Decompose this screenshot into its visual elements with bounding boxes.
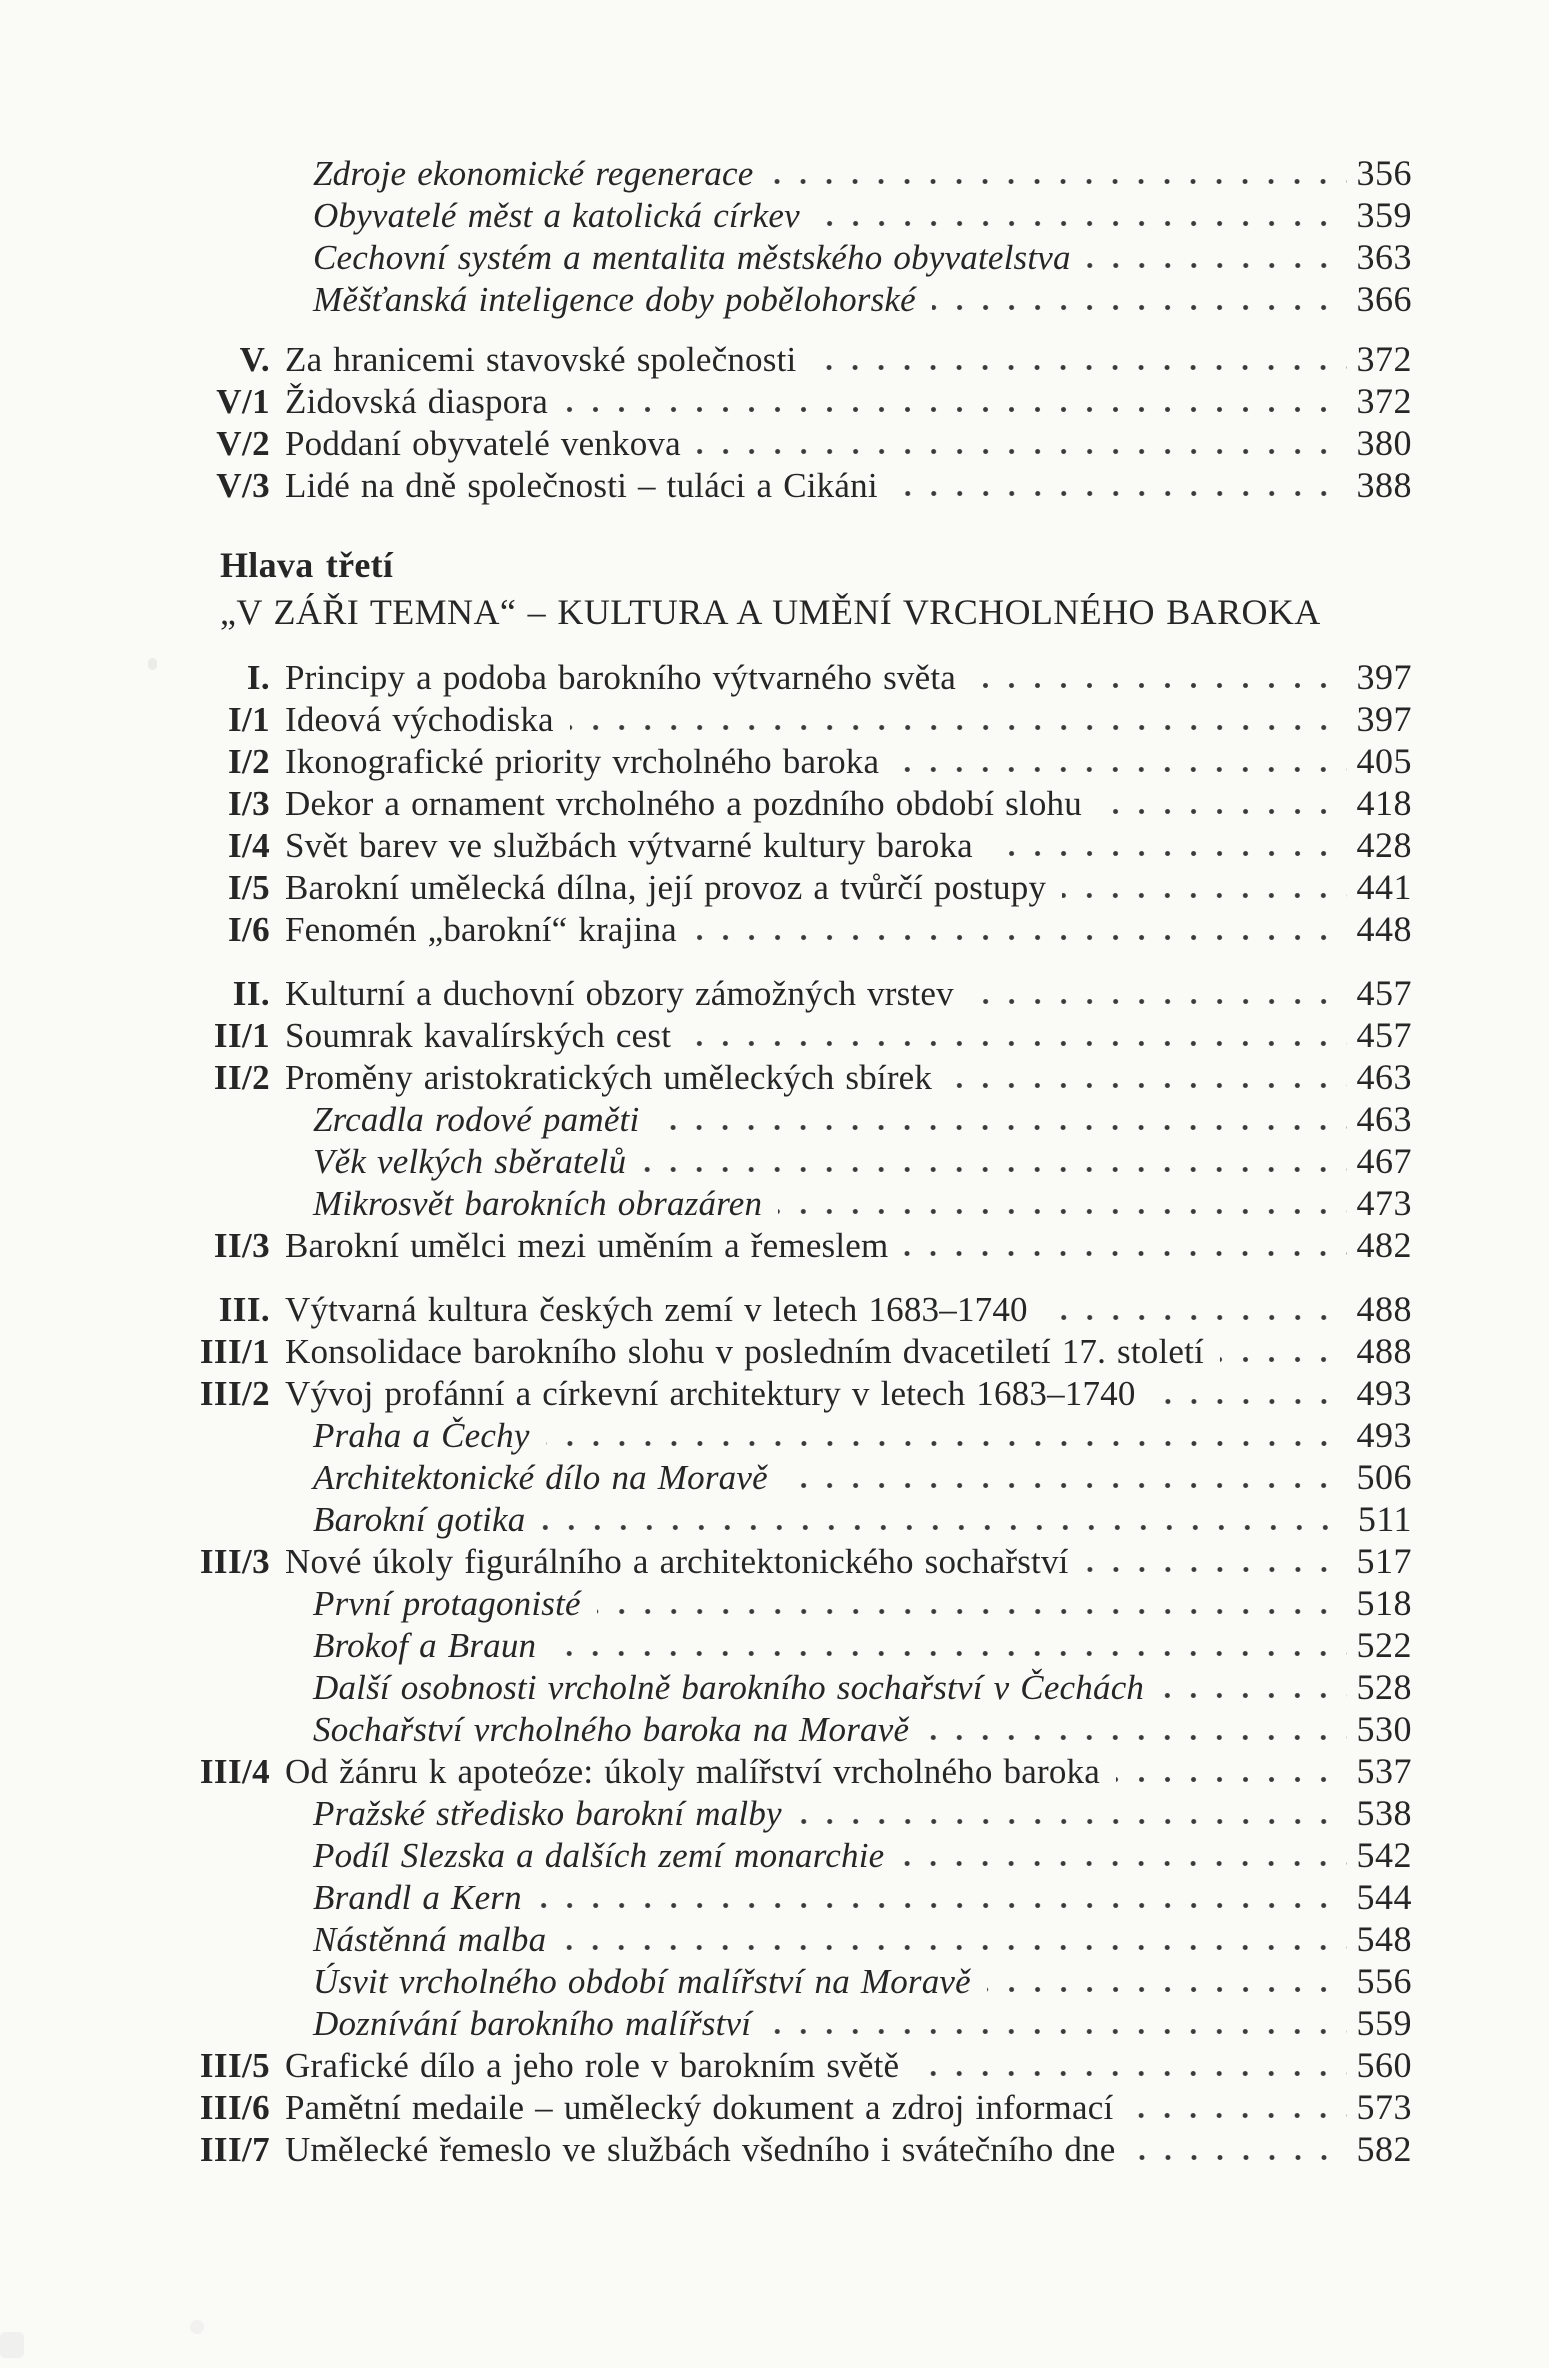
entry-label: III/1: [199, 1332, 270, 1371]
toc-entry: [0, 908, 1412, 950]
toc-entry: [0, 1140, 1412, 1182]
toc-entry: [0, 2002, 1412, 2044]
entry-title: Nástěnná malba: [313, 1920, 547, 1959]
toc-entry: [0, 1582, 1412, 1624]
toc-entry: [0, 2086, 1412, 2128]
entry-title: Obyvatelé měst a katolická církev: [313, 196, 800, 235]
entry-label: III/3: [199, 1542, 270, 1581]
toc-entry: [0, 152, 1412, 194]
entry-page-number: 488: [1356, 1331, 1412, 1371]
entry-title: Proměny aristokratických uměleckých sbírek: [285, 1058, 933, 1097]
dot-leader: [798, 1818, 1347, 1825]
toc-entry: [0, 1918, 1412, 1960]
entry-title: Nové úkoly figurálního a architektonického sochařství: [285, 1542, 1069, 1581]
toc-entry: [0, 1414, 1412, 1456]
toc-entry: [0, 1498, 1412, 1540]
entry-label: III/5: [199, 2046, 270, 2085]
entry-label: III/6: [199, 2088, 270, 2127]
entry-title: Židovská diaspora: [285, 382, 548, 421]
entry-title: Zdroje ekonomické regenerace: [313, 154, 754, 193]
entry-page-number: 493: [1356, 1415, 1412, 1455]
entry-page-number: 457: [1356, 1015, 1412, 1055]
entry-title: Svět barev ve službách výtvarné kultury baroka: [285, 826, 973, 865]
dot-leader: [932, 304, 1347, 311]
entry-label: I/5: [227, 868, 270, 907]
entry-page-number: 522: [1356, 1625, 1412, 1665]
dot-leader: [687, 1040, 1346, 1047]
dot-leader: [769, 178, 1346, 185]
entry-label: I/6: [227, 910, 270, 949]
entry-page-number: 537: [1356, 1751, 1412, 1791]
toc-entry: [0, 1834, 1412, 1876]
toc-entry: [0, 422, 1412, 464]
entry-page-number: 506: [1356, 1457, 1412, 1497]
dot-leader: [1132, 2154, 1347, 2161]
toc-entry: [0, 740, 1412, 782]
entry-label: III/2: [199, 1374, 270, 1413]
entry-title: Dekor a ornament vrcholného a pozdního období slohu: [285, 784, 1082, 823]
dot-leader: [697, 448, 1347, 455]
dot-leader: [948, 1082, 1346, 1089]
entry-page-number: 418: [1356, 783, 1412, 823]
entry-page-number: 548: [1356, 1919, 1412, 1959]
entry-page-number: 397: [1356, 699, 1412, 739]
dot-leader: [1098, 808, 1347, 815]
entry-title: Grafické dílo a jeho role v barokním světě: [285, 2046, 900, 2085]
entry-title: Zrcadla rodové paměti: [313, 1100, 640, 1139]
entry-page-number: 467: [1356, 1141, 1412, 1181]
entry-page-number: 488: [1356, 1289, 1412, 1329]
entry-title: Měšťanská inteligence doby pobělohorské: [313, 280, 916, 319]
entry-page-number: 457: [1356, 973, 1412, 1013]
entry-title: Brokof a Braun: [313, 1626, 537, 1665]
toc-entry: [0, 380, 1412, 422]
dot-leader: [552, 1650, 1346, 1657]
dot-leader: [1160, 1692, 1346, 1699]
toc-entry: [0, 824, 1412, 866]
entry-page-number: 372: [1356, 381, 1412, 421]
entry-title: První protagonisté: [313, 1584, 581, 1623]
entry-page-number: 559: [1356, 2003, 1412, 2043]
entry-label: II/1: [213, 1016, 270, 1055]
dot-leader: [1085, 1566, 1347, 1573]
entry-label: I.: [246, 658, 270, 697]
toc-entry: [0, 1288, 1412, 1330]
dot-leader: [895, 766, 1346, 773]
dot-leader: [1087, 262, 1347, 269]
entry-title: Podíl Slezska a dalších zemí monarchie: [313, 1836, 885, 1875]
toc-entry: [0, 1014, 1412, 1056]
dot-leader: [812, 364, 1346, 371]
entry-page-number: 356: [1356, 153, 1412, 193]
entry-page-number: 493: [1356, 1373, 1412, 1413]
entry-label: II.: [232, 974, 270, 1013]
entry-label: II/2: [213, 1058, 270, 1097]
entry-page-number: 517: [1356, 1541, 1412, 1581]
chapter-heading: [220, 542, 1412, 636]
toc-entry: [0, 1540, 1412, 1582]
entry-title: Konsolidace barokního slohu v posledním dvacetiletí 17. století: [285, 1332, 1204, 1371]
entry-label: V/1: [216, 382, 270, 421]
dot-leader: [693, 934, 1347, 941]
entry-page-number: 573: [1356, 2087, 1412, 2127]
dot-leader: [925, 1734, 1346, 1741]
dot-leader: [987, 1986, 1347, 1993]
dot-leader: [784, 1482, 1347, 1489]
entry-label: I/3: [227, 784, 270, 823]
dot-leader: [767, 2028, 1346, 2035]
toc-entry: [0, 1182, 1412, 1224]
dot-leader: [562, 1944, 1346, 1951]
dot-leader: [1062, 892, 1346, 899]
entry-title: Vývoj profánní a církevní architektury v letech 1683–1740: [285, 1374, 1136, 1413]
entry-title: Lidé na dně společnosti – tuláci a Cikáni: [285, 466, 878, 505]
entry-page-number: 482: [1356, 1225, 1412, 1265]
entry-page-number: 448: [1356, 909, 1412, 949]
dot-leader: [1116, 1776, 1347, 1783]
entry-title: Cechovní systém a mentalita městského obyvatelstva: [313, 238, 1071, 277]
toc-entry: [0, 1056, 1412, 1098]
entry-label: III/4: [199, 1752, 270, 1791]
dot-leader: [642, 1166, 1346, 1173]
entry-page-number: 380: [1356, 423, 1412, 463]
entry-page-number: 388: [1356, 465, 1412, 505]
entry-title: Barokní gotika: [313, 1500, 526, 1539]
entry-title: Výtvarná kultura českých zemí v letech 1683–1740: [285, 1290, 1028, 1329]
entry-page-number: 518: [1356, 1583, 1412, 1623]
dot-leader: [778, 1208, 1346, 1215]
entry-page-number: 542: [1356, 1835, 1412, 1875]
toc-entry: [0, 338, 1412, 380]
dot-leader: [564, 406, 1347, 413]
toc-entry: [0, 464, 1412, 506]
toc-entry: [0, 1456, 1412, 1498]
entry-title: Umělecké řemeslo ve službách všedního i svátečního dne: [285, 2130, 1116, 2169]
entry-title: Za hranicemi stavovské společnosti: [285, 340, 797, 379]
toc-entry: [0, 1792, 1412, 1834]
entry-title: Ikonografické priority vrcholného baroka: [285, 742, 880, 781]
toc-section: [0, 972, 1412, 1266]
entry-title: Mikrosvět barokních obrazáren: [313, 1184, 763, 1223]
dot-leader: [597, 1608, 1347, 1615]
toc-entry: [0, 1708, 1412, 1750]
dot-leader: [1152, 1398, 1347, 1405]
entry-label: II/3: [213, 1226, 270, 1265]
toc-entry: [0, 1876, 1412, 1918]
dot-leader: [894, 490, 1347, 497]
toc-entry: [0, 1224, 1412, 1266]
entry-page-number: 544: [1356, 1877, 1412, 1917]
dot-leader: [1044, 1314, 1347, 1321]
entry-page-number: 372: [1356, 339, 1412, 379]
entry-title: Barokní umělci mezi uměním a řemeslem: [285, 1226, 889, 1265]
toc-entry: [0, 1960, 1412, 2002]
toc-section: [0, 656, 1412, 950]
entry-title: Ideová východiska: [285, 700, 554, 739]
toc-entry: [0, 1372, 1412, 1414]
entry-title: Od žánru k apoteóze: úkoly malířství vrcholného baroka: [285, 1752, 1100, 1791]
dot-leader: [904, 1250, 1346, 1257]
chapter-title: „V ZÁŘI TEMNA“ – KULTURA A UMĚNÍ VRCHOLNÉHO BAROKA: [220, 592, 1321, 632]
dot-leader: [655, 1124, 1346, 1131]
entry-page-number: 530: [1356, 1709, 1412, 1749]
entry-title: Věk velkých sběratelů: [313, 1142, 627, 1181]
entry-label: I/4: [227, 826, 270, 865]
entry-page-number: 538: [1356, 1793, 1412, 1833]
toc-entry: [0, 2044, 1412, 2086]
dot-leader: [816, 220, 1347, 227]
entry-page-number: 463: [1356, 1099, 1412, 1139]
entry-page-number: 582: [1356, 2129, 1412, 2169]
entry-title: Barokní umělecká dílna, její provoz a tvůrčí postupy: [285, 868, 1047, 907]
entry-page-number: 556: [1356, 1961, 1412, 2001]
entry-label: III.: [218, 1290, 270, 1329]
entry-label: V/3: [216, 466, 270, 505]
dot-leader: [915, 2070, 1346, 2077]
chapter-number-label: Hlava třetí: [220, 545, 394, 585]
entry-page-number: 441: [1356, 867, 1412, 907]
entry-page-number: 363: [1356, 237, 1412, 277]
toc-entry: [0, 1098, 1412, 1140]
toc-section: [0, 1288, 1412, 2170]
entry-title: Brandl a Kern: [313, 1878, 522, 1917]
toc-section: [0, 338, 1412, 506]
entry-title: Architektonické dílo na Moravě: [313, 1458, 768, 1497]
toc-entry: [0, 1330, 1412, 1372]
dot-leader: [972, 682, 1347, 689]
dot-leader: [570, 724, 1347, 731]
dot-leader: [1129, 2112, 1346, 2119]
toc-entry: [0, 866, 1412, 908]
entry-title: Poddaní obyvatelé venkova: [285, 424, 681, 463]
toc-entry: [0, 972, 1412, 1014]
entry-label: V.: [239, 340, 270, 379]
entry-label: I/2: [227, 742, 270, 781]
toc-entry: [0, 782, 1412, 824]
dot-leader: [538, 1902, 1347, 1909]
entry-page-number: 560: [1356, 2045, 1412, 2085]
entry-title: Sochařství vrcholného baroka na Moravě: [313, 1710, 910, 1749]
entry-page-number: 463: [1356, 1057, 1412, 1097]
entry-title: Pražské středisko barokní malby: [313, 1794, 782, 1833]
entry-title: Praha a Čechy: [313, 1416, 530, 1455]
entry-page-number: 473: [1356, 1183, 1412, 1223]
entry-title: Kulturní a duchovní obzory zámožných vrstev: [285, 974, 954, 1013]
scan-artifact: [0, 2332, 24, 2358]
toc-entry: [0, 194, 1412, 236]
entry-label: III/7: [199, 2130, 270, 2169]
toc-section: [0, 152, 1412, 320]
toc-entry: [0, 1750, 1412, 1792]
entry-page-number: 428: [1356, 825, 1412, 865]
entry-title: Další osobnosti vrcholně barokního sochařství v Čechách: [313, 1668, 1145, 1707]
entry-title: Pamětní medaile – umělecký dokument a zdroj informací: [285, 2088, 1114, 2127]
dot-leader: [1220, 1356, 1347, 1363]
entry-title: Soumrak kavalírských cest: [285, 1016, 672, 1055]
toc-entry: [0, 278, 1412, 320]
dot-leader: [546, 1440, 1347, 1447]
entry-title: Principy a podoba barokního výtvarného světa: [285, 658, 956, 697]
entry-page-number: 405: [1356, 741, 1412, 781]
entry-page-number: 366: [1356, 279, 1412, 319]
entry-title: Doznívání barokního malířství: [313, 2004, 752, 2043]
entry-title: Fenomén „barokní“ krajina: [285, 910, 677, 949]
toc-entry: [0, 1624, 1412, 1666]
toc-entry: [0, 2128, 1412, 2170]
toc-entry: [0, 236, 1412, 278]
toc-entry: [0, 1666, 1412, 1708]
entry-page-number: 397: [1356, 657, 1412, 697]
entry-page-number: 528: [1356, 1667, 1412, 1707]
scan-artifact: [190, 2320, 204, 2334]
toc-entry: [0, 656, 1412, 698]
entry-title: Úsvit vrcholného období malířství na Moravě: [313, 1962, 971, 2001]
dot-leader: [542, 1524, 1348, 1531]
entry-page-number: 511: [1357, 1499, 1412, 1539]
entry-label: V/2: [216, 424, 270, 463]
entry-page-number: 359: [1356, 195, 1412, 235]
dot-leader: [989, 850, 1347, 857]
toc-entry: [0, 698, 1412, 740]
entry-label: I/1: [227, 700, 270, 739]
dot-leader: [900, 1860, 1346, 1867]
dot-leader: [970, 998, 1347, 1005]
